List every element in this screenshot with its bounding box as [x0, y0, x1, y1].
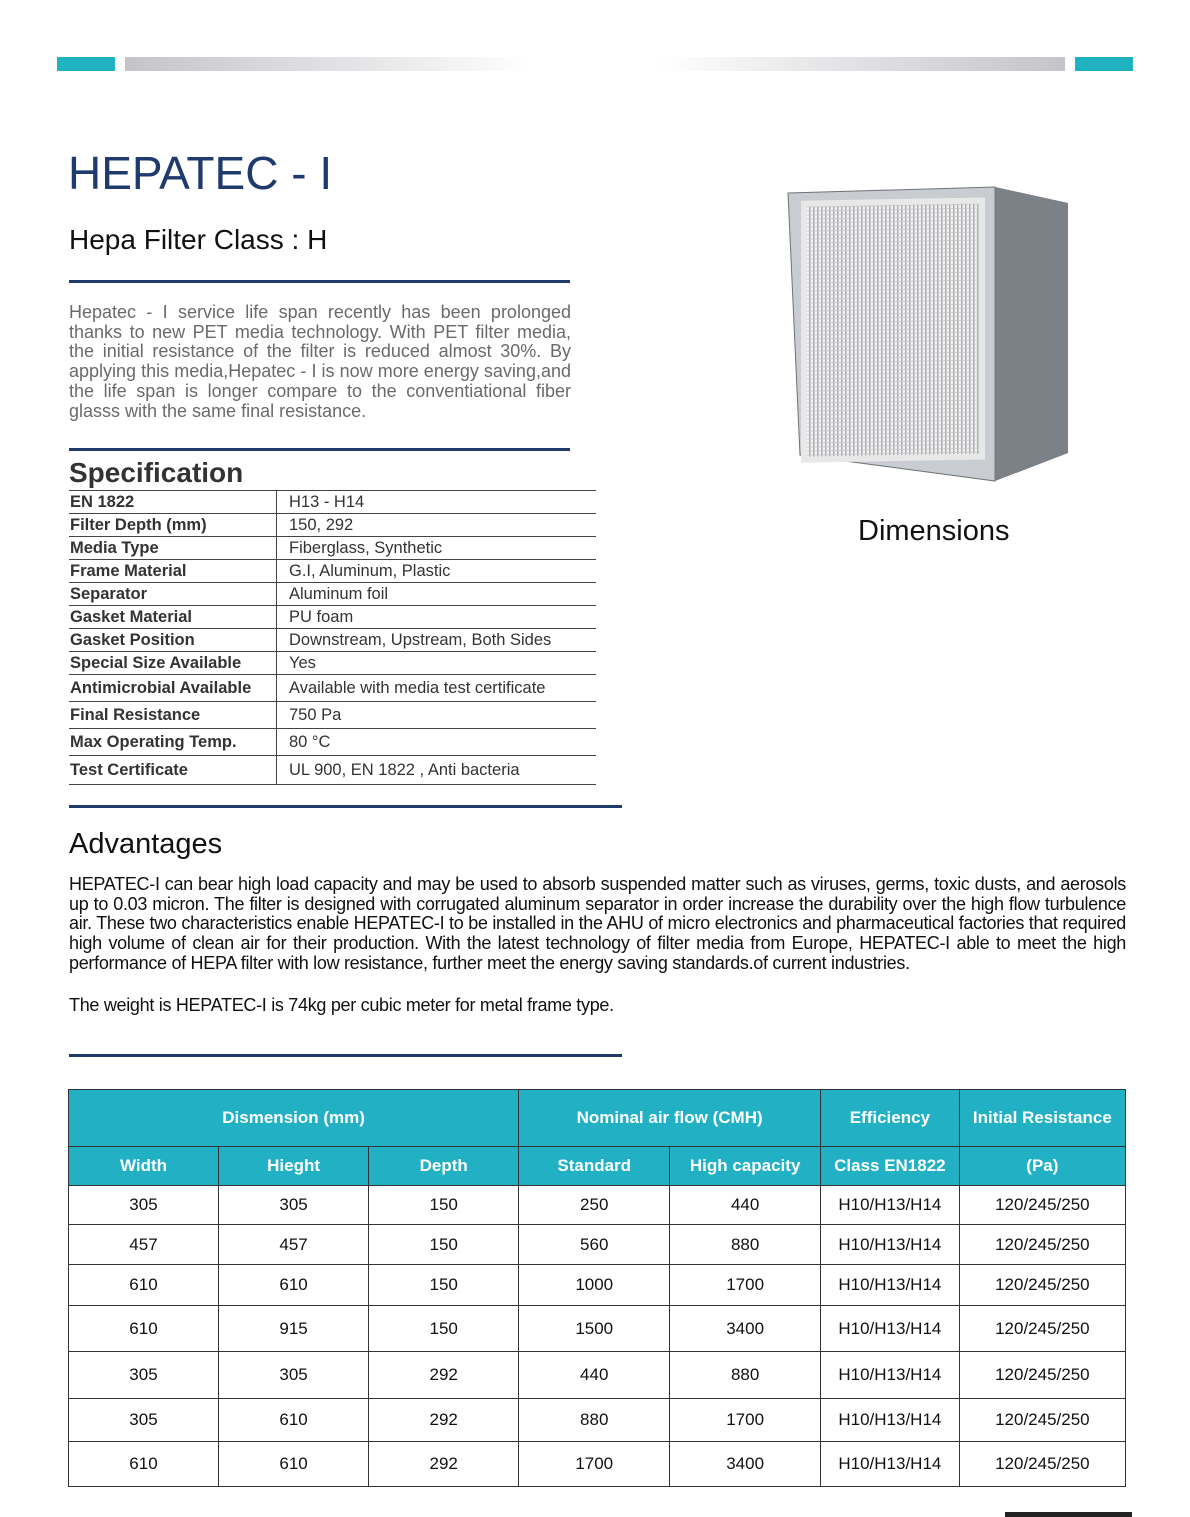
spec-label: Max Operating Temp.	[69, 729, 277, 756]
divider	[69, 280, 570, 283]
spec-row	[69, 606, 596, 629]
spec-label: EN 1822	[69, 491, 277, 514]
table-cell: 150	[369, 1225, 519, 1265]
spec-value: Downstream, Upstream, Both Sides	[277, 629, 597, 652]
table-row	[69, 1442, 1126, 1487]
table-cell: 120/245/250	[959, 1306, 1125, 1352]
table-cell: 305	[69, 1399, 219, 1442]
page-title: HEPATEC - I	[68, 147, 333, 199]
table-cell: 305	[69, 1352, 219, 1399]
table-cell: 610	[69, 1306, 219, 1352]
spec-label: Separator	[69, 583, 277, 606]
table-cell: 610	[69, 1265, 219, 1306]
advantages-heading: Advantages	[69, 828, 223, 860]
table-cell: H10/H13/H14	[821, 1265, 960, 1306]
spec-label: Test Certificate	[69, 756, 277, 785]
spec-value: 150, 292	[277, 514, 597, 537]
group-header: Efficiency	[821, 1090, 960, 1147]
table-cell: 610	[218, 1399, 368, 1442]
spec-label: Final Resistance	[69, 702, 277, 729]
spec-table	[69, 490, 596, 785]
table-cell: 880	[670, 1225, 821, 1265]
spec-row	[69, 514, 596, 537]
divider	[69, 448, 570, 451]
spec-heading: Specification	[69, 457, 244, 488]
table-row	[69, 1399, 1126, 1442]
group-header: Initial Resistance	[959, 1090, 1125, 1147]
spec-value: PU foam	[277, 606, 597, 629]
table-row	[69, 1306, 1126, 1352]
table-cell: 120/245/250	[959, 1442, 1125, 1487]
group-header: Nominal air flow (CMH)	[519, 1090, 821, 1147]
table-cell: 120/245/250	[959, 1399, 1125, 1442]
table-cell: 150	[369, 1186, 519, 1225]
spec-row	[69, 560, 596, 583]
table-cell: 305	[218, 1186, 368, 1225]
table-cell: 292	[369, 1399, 519, 1442]
intro-text: Hepatec - I service life span recently has been prolonged thanks to new PET media technology. With PET filter media, the initial resistance of the filter is reduced almost 30%. By applying this media,Hepatec - I is now more energy saving,and the life span is longer compare to the conventiational fiber glasss with the same final resistance.	[69, 302, 571, 421]
table-cell: 1000	[519, 1265, 670, 1306]
table-cell: 305	[69, 1186, 219, 1225]
divider	[69, 805, 622, 808]
table-cell: 305	[218, 1352, 368, 1399]
spec-label: Special Size Available	[69, 652, 277, 675]
filter-image	[785, 185, 1070, 485]
dimensions-caption: Dimensions	[858, 515, 1010, 547]
table-cell: 3400	[670, 1306, 821, 1352]
spec-value: Fiberglass, Synthetic	[277, 537, 597, 560]
spec-value: H13 - H14	[277, 491, 597, 514]
table-row	[69, 1352, 1126, 1399]
table-cell: 120/245/250	[959, 1186, 1125, 1225]
spec-row	[69, 675, 596, 702]
spec-label: Gasket Position	[69, 629, 277, 652]
dimensions-table	[68, 1089, 1126, 1487]
table-cell: 150	[369, 1306, 519, 1352]
spec-row	[69, 756, 596, 785]
spec-row	[69, 583, 596, 606]
table-cell: 440	[670, 1186, 821, 1225]
table-cell: 250	[519, 1186, 670, 1225]
spec-value: 80 °C	[277, 729, 597, 756]
spec-row	[69, 491, 596, 514]
table-cell: H10/H13/H14	[821, 1399, 960, 1442]
column-header: Hieght	[218, 1147, 368, 1186]
table-cell: 292	[369, 1352, 519, 1399]
spec-label: Filter Depth (mm)	[69, 514, 277, 537]
table-cell: 457	[218, 1225, 368, 1265]
table-cell: 457	[69, 1225, 219, 1265]
table-cell: 610	[69, 1442, 219, 1487]
spec-value: Available with media test certificate	[277, 675, 597, 702]
advantages-text: HEPATEC-I can bear high load capacity and may be used to absorb suspended matter such as viruses, germs, toxic dusts, and aerosols up to 0.03 micron. The filter is designed with corrugated aluminum separator in order increase the durability over the high flow turbulence air. These two characteristics enable HEPATEC-I to be installed in the AHU of micro electronics and pharmaceutical factories that required high volume of clean air for their production. With the latest technology of filter media from Europe, HEPATEC-I able to meet the high performance of HEPA filter with low resistance, further meet the energy saving standards.of current industries.	[69, 874, 1126, 973]
table-cell: 610	[218, 1265, 368, 1306]
column-header: (Pa)	[959, 1147, 1125, 1186]
spec-row	[69, 652, 596, 675]
table-cell: 120/245/250	[959, 1225, 1125, 1265]
table-cell: 440	[519, 1352, 670, 1399]
spec-row	[69, 729, 596, 756]
table-cell: 1500	[519, 1306, 670, 1352]
divider	[69, 1054, 622, 1057]
header-bar-right	[660, 57, 1065, 71]
table-cell: H10/H13/H14	[821, 1352, 960, 1399]
column-header: High capacity	[670, 1147, 821, 1186]
header-accent-right	[1075, 57, 1133, 71]
table-cell: 880	[670, 1352, 821, 1399]
spec-row	[69, 537, 596, 560]
table-cell: 292	[369, 1442, 519, 1487]
table-cell: 560	[519, 1225, 670, 1265]
spec-value: Yes	[277, 652, 597, 675]
table-cell: 1700	[670, 1399, 821, 1442]
footer-logo	[1005, 1512, 1132, 1517]
spec-row	[69, 629, 596, 652]
table-cell: 880	[519, 1399, 670, 1442]
table-cell: 3400	[670, 1442, 821, 1487]
table-row	[69, 1265, 1126, 1306]
table-cell: 120/245/250	[959, 1265, 1125, 1306]
spec-value: G.I, Aluminum, Plastic	[277, 560, 597, 583]
table-cell: 610	[218, 1442, 368, 1487]
weight-text: The weight is HEPATEC-I is 74kg per cubic meter for metal frame type.	[69, 995, 614, 1015]
column-header: Class EN1822	[821, 1147, 960, 1186]
spec-value: Aluminum foil	[277, 583, 597, 606]
spec-label: Gasket Material	[69, 606, 277, 629]
column-header: Depth	[369, 1147, 519, 1186]
spec-label: Media Type	[69, 537, 277, 560]
table-cell: 150	[369, 1265, 519, 1306]
table-cell: H10/H13/H14	[821, 1306, 960, 1352]
table-row	[69, 1225, 1126, 1265]
spec-label: Antimicrobial Available	[69, 675, 277, 702]
table-cell: H10/H13/H14	[821, 1442, 960, 1487]
table-cell: 120/245/250	[959, 1352, 1125, 1399]
group-header: Dismension (mm)	[69, 1090, 519, 1147]
table-cell: 1700	[670, 1265, 821, 1306]
column-header: Standard	[519, 1147, 670, 1186]
table-cell: 1700	[519, 1442, 670, 1487]
spec-value: UL 900, EN 1822 , Anti bacteria	[277, 756, 597, 785]
subtitle: Hepa Filter Class : H	[69, 224, 328, 255]
table-row	[69, 1186, 1126, 1225]
table-cell: 915	[218, 1306, 368, 1352]
spec-row	[69, 702, 596, 729]
spec-label: Frame Material	[69, 560, 277, 583]
table-cell: H10/H13/H14	[821, 1186, 960, 1225]
header-bar-left	[125, 57, 530, 71]
column-header: Width	[69, 1147, 219, 1186]
header-accent-left	[57, 57, 115, 71]
spec-value: 750 Pa	[277, 702, 597, 729]
table-cell: H10/H13/H14	[821, 1225, 960, 1265]
